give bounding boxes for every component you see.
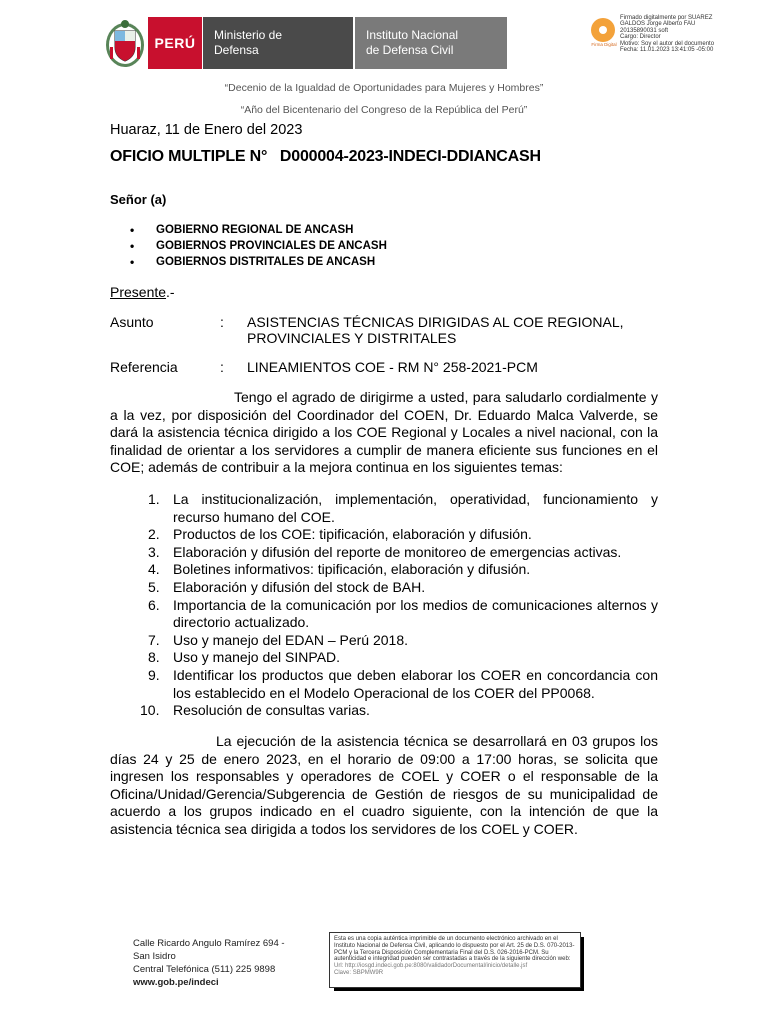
signature-line: Cargo: Director bbox=[620, 34, 661, 41]
body-paragraph-1 bbox=[110, 389, 658, 477]
asunto-line1: ASISTENCIAS TÉCNICAS DIRIGIDAS AL COE REGIONAL, bbox=[247, 314, 624, 330]
ministerio-line2: Defensa bbox=[214, 43, 259, 57]
salutation: Señor (a) bbox=[110, 192, 167, 207]
topic-item bbox=[148, 649, 658, 667]
topic-number: 5. bbox=[148, 578, 160, 595]
instituto-line1: Instituto Nacional bbox=[366, 28, 459, 42]
document-title: OFICIO MULTIPLE N° D000004-2023-INDECI-DDIANCASH bbox=[110, 148, 541, 165]
topic-text: Boletines informativos: tipificación, elaboración y difusión. bbox=[173, 561, 531, 578]
verification-url-line bbox=[334, 963, 576, 970]
ministerio-line1: Ministerio de bbox=[214, 28, 283, 42]
recipient-item: • GOBIERNOS PROVINCIALES DE ANCASH bbox=[130, 238, 387, 254]
address-line1: Calle Ricardo Angulo Ramírez 694 - bbox=[133, 938, 285, 949]
decade-motto: “Decenio de la Igualdad de Oportunidades para Mujeres y Hombres” bbox=[224, 82, 544, 94]
paragraph-2-text: La ejecución de la asistencia técnica se desarrollará en 03 grupos los días 24 y 25 de enero 2023, en el horario de 09:00 a 17:00 horas, se solicita que ingresen los responsables y operadores de COEL y COER o el responsable de la Oficina/Unidad/Gerencia/Subgerencia de Gestión de riesgos de su municipalidad de acuerdo a los grupos indicado en el cuadro siguiente, con la intención de que la asistencia técnica sea dirigida a todos los servidores de los COEL y COER. bbox=[110, 733, 658, 837]
topic-number: 4. bbox=[148, 561, 160, 578]
topics-list bbox=[140, 491, 658, 720]
verification-text: Esta es una copia auténtica imprimible de un documento electrónico archivado en el Instituto Nacional de Defensa Civil, aplicando lo dispuesto por el Art. 25 de D.S. 070-2013-PCM y la Tercera Disposición Complementaria Final del D.S. 026-2016-PCM. Su autenticidad e integridad pueden ser contrastadas a través de la siguiente dirección web: bbox=[334, 936, 575, 963]
asunto-value bbox=[247, 314, 667, 346]
signature-line: 20135890031 soft bbox=[620, 27, 669, 34]
signature-line: GALDOS Jorge Alberto FAU bbox=[620, 21, 696, 28]
signature-line: Firmado digitalmente por SUAREZ bbox=[620, 15, 713, 21]
recipient-item: • GOBIERNO REGIONAL DE ANCASH bbox=[130, 222, 387, 238]
signature-line: Motivo: Soy el autor del documento bbox=[620, 40, 715, 47]
topic-text: Elaboración y difusión del reporte de monitoreo de emergencias activas. bbox=[173, 543, 622, 560]
topic-number: 6. bbox=[148, 596, 160, 613]
topic-text: La institucionalización, implementación, operatividad, funcionamiento y recurso humano del COE. bbox=[173, 491, 658, 525]
topic-item bbox=[148, 667, 658, 702]
topic-text: Uso y manejo del EDAN – Perú 2018. bbox=[173, 631, 409, 648]
body-paragraph-2 bbox=[110, 733, 658, 839]
footer-address bbox=[133, 937, 285, 989]
website-link[interactable]: www.gob.pe/indeci bbox=[133, 977, 219, 988]
topic-text: Uso y manejo del SINPAD. bbox=[173, 649, 341, 666]
topic-number: 10. bbox=[140, 702, 160, 719]
instituto-brand bbox=[355, 17, 507, 69]
verification-url-label: Url: bbox=[334, 963, 344, 970]
topic-text: Elaboración y difusión del stock de BAH. bbox=[173, 578, 426, 595]
instituto-line2: de Defensa Civil bbox=[366, 43, 454, 57]
topic-item bbox=[148, 491, 658, 526]
asunto-label: Asunto bbox=[110, 314, 154, 330]
referencia-label: Referencia bbox=[110, 359, 178, 375]
asunto-line2: PROVINCIALES Y DISTRITALES bbox=[247, 330, 457, 346]
topic-text: Resolución de consultas varias. bbox=[173, 702, 370, 719]
asunto-colon: : bbox=[220, 314, 224, 330]
topic-item bbox=[148, 632, 658, 650]
topic-item bbox=[148, 597, 658, 632]
topic-item bbox=[148, 526, 658, 544]
verification-key-line bbox=[334, 970, 576, 977]
peru-brand-label: PERÚ bbox=[148, 17, 202, 69]
topic-number: 1. bbox=[148, 491, 160, 507]
ministerio-brand bbox=[203, 17, 353, 69]
central-phone: Central Telefónica (511) 225 9898 bbox=[133, 964, 276, 975]
verification-key-label: Clave: bbox=[334, 969, 352, 976]
paragraph-1-text: Tengo el agrado de dirigirme a usted, para saludarlo cordialmente y a la vez, por disposición del Coordinador del COEN, Dr. Eduardo Malca Valverde, se dará la asistencia técnica dirigido a los COE Regional y Locales a nivel nacional, con la finalidad de orientar a los servidores a cumplir de manera eficiente sus funciones en el COE; además de contribuir a la mejora continua en los siguientes temas: bbox=[110, 389, 658, 476]
topic-number: 2. bbox=[148, 526, 160, 543]
referencia-colon: : bbox=[220, 359, 224, 375]
verification-box bbox=[329, 932, 581, 988]
digital-signature-block bbox=[620, 15, 760, 53]
verification-key: SBPMW9R bbox=[352, 969, 384, 976]
signature-line: Fecha: 11.01.2023 13:41:05 -05:00 bbox=[620, 47, 714, 54]
place-and-date: Huaraz, 11 de Enero del 2023 bbox=[110, 122, 303, 138]
topic-number: 9. bbox=[148, 666, 160, 683]
topic-item bbox=[148, 544, 658, 562]
digital-signature-caption: Firma Digital bbox=[591, 42, 617, 47]
topic-item bbox=[148, 579, 658, 597]
verification-url[interactable]: http://iosgd.indeci.gob.pe:8080/validadorDocumental/inicio/detalle.jsf bbox=[345, 963, 528, 970]
national-coat-of-arms-icon bbox=[104, 17, 146, 69]
topic-number: 3. bbox=[148, 543, 160, 560]
digital-signature-logo-icon bbox=[590, 17, 616, 43]
topic-item bbox=[140, 702, 658, 720]
topic-number: 8. bbox=[148, 649, 160, 666]
presente-line bbox=[110, 284, 175, 300]
recipient-item: • GOBIERNOS DISTRITALES DE ANCASH bbox=[130, 254, 387, 270]
presente-word: Presente bbox=[110, 284, 167, 300]
topic-text: Importancia de la comunicación por los medios de comunicaciones alternos y directorio actualizado. bbox=[173, 596, 658, 631]
topic-item bbox=[148, 561, 658, 579]
referencia-value: LINEAMIENTOS COE - RM N° 258-2021-PCM bbox=[247, 359, 538, 375]
topic-text: Identificar los productos que deben elaborar los COER en concordancia con los establecido en el Modelo Operacional de los COER del PP0068. bbox=[173, 666, 658, 701]
topic-text: Productos de los COE: tipificación, elaboración y difusión. bbox=[173, 526, 532, 543]
topic-number: 7. bbox=[148, 631, 160, 648]
recipient-list bbox=[130, 222, 387, 270]
presente-suffix: .- bbox=[166, 284, 175, 300]
address-line2: San Isidro bbox=[133, 951, 176, 962]
year-motto: “Año del Bicentenario del Congreso de la República del Perú” bbox=[240, 104, 528, 116]
